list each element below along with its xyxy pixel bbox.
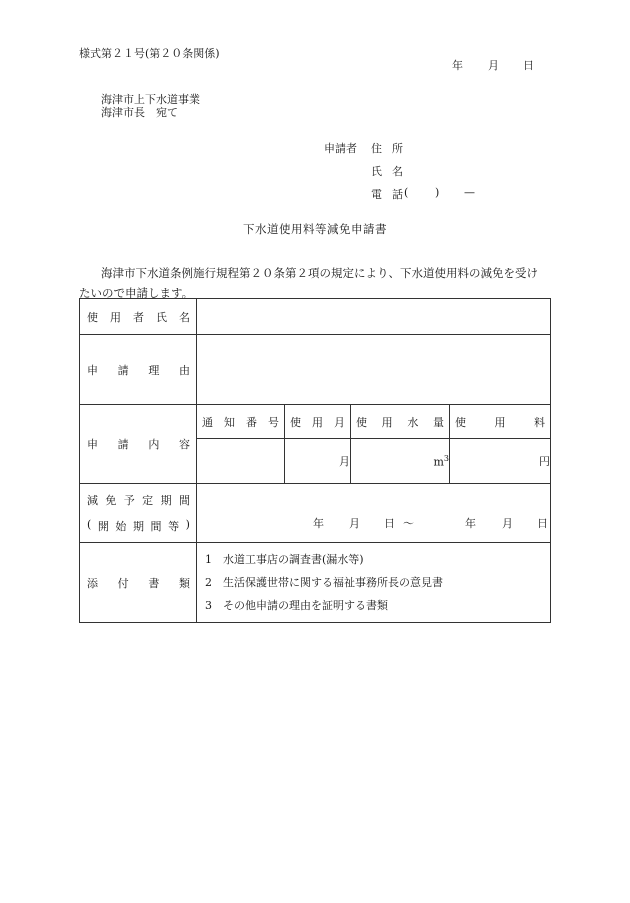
month-char: 使	[290, 415, 301, 429]
body-line1: 海津市下水道条例施行規程第２０条第２項の規定により、下水道使用料の減免を受け	[101, 266, 538, 280]
body-text	[79, 263, 559, 303]
user-name-label-cell	[80, 299, 197, 335]
address-label-1: 住	[371, 142, 382, 155]
phone-dash: —	[464, 186, 475, 199]
usage-month-header	[285, 405, 351, 439]
period-sub-char: 等	[168, 520, 180, 533]
period-sub-char: 間	[150, 520, 162, 533]
date-month-label: 月	[488, 59, 499, 72]
period-char: 減	[87, 494, 98, 507]
date-day-label: 日	[523, 59, 534, 72]
user-name-input-cell[interactable]	[197, 299, 551, 335]
attachments-cell	[197, 543, 551, 623]
user-name-char: 用	[110, 310, 121, 324]
attach-char: 添	[87, 576, 98, 590]
period-tilde: ～	[403, 517, 414, 530]
date-year-label: 年	[452, 59, 463, 72]
attachment-item: 1 水道工事店の調査書(漏水等)	[205, 553, 364, 566]
attachment-item: 3 その他申請の理由を証明する書類	[205, 599, 388, 612]
attach-char: 書	[148, 576, 160, 590]
user-name-char: 者	[133, 310, 144, 324]
period-sub-char: )	[185, 518, 190, 531]
phone-paren-open: (	[404, 186, 409, 199]
notice-char: 知	[224, 415, 235, 429]
period-char: 定	[142, 494, 154, 507]
applicant-label: 申請者	[324, 142, 357, 155]
volume-char: 量	[432, 415, 444, 429]
period-start-day: 日	[384, 517, 395, 530]
notice-number-header	[197, 405, 285, 439]
period-input-cell[interactable]	[197, 484, 551, 543]
user-name-char: 使	[87, 310, 98, 324]
user-name-char: 氏	[156, 310, 167, 324]
unit-month: 月	[339, 455, 350, 468]
attach-char: 付	[117, 576, 129, 590]
name-label-2: 名	[392, 165, 403, 178]
period-sub-char: 期	[132, 520, 144, 533]
fee-input[interactable]	[450, 439, 551, 484]
addressee-line2: 海津市長 宛て	[101, 106, 178, 119]
name-label-1: 氏	[371, 165, 382, 178]
unit-volume: m	[433, 455, 444, 469]
period-sub-char: (	[87, 518, 92, 531]
unit-yen: 円	[539, 455, 550, 468]
fee-header	[450, 405, 551, 439]
usage-month-input[interactable]	[285, 439, 351, 484]
reason-char: 由	[178, 363, 190, 377]
form-number: 様式第２１号(第２０条関係)	[79, 47, 220, 60]
content-char: 内	[148, 438, 160, 451]
period-char: 免	[105, 494, 117, 507]
water-volume-header	[351, 405, 450, 439]
fee-char: 使	[455, 415, 466, 429]
fee-char: 料	[534, 415, 545, 429]
reason-char: 申	[87, 363, 98, 377]
month-char: 用	[312, 415, 323, 429]
content-char: 請	[117, 438, 129, 451]
period-char: 予	[123, 494, 135, 507]
notice-char: 通	[202, 415, 213, 429]
period-label-cell	[80, 484, 197, 543]
period-start-year: 年	[313, 517, 324, 530]
body-line2: たいので申請します。	[79, 286, 194, 300]
attach-char: 類	[178, 576, 190, 590]
reason-char: 理	[148, 363, 160, 377]
phone-paren-close: )	[435, 186, 440, 199]
attach-label-cell	[80, 543, 197, 623]
document-title: 下水道使用料等減免申請書	[243, 222, 387, 236]
volume-char: 使	[356, 415, 367, 429]
notice-char: 番	[246, 415, 257, 429]
volume-char: 用	[381, 415, 393, 429]
period-start-month: 月	[349, 517, 360, 530]
content-char: 容	[178, 438, 190, 451]
address-label-2: 所	[392, 142, 403, 155]
period-end-day: 日	[537, 517, 548, 530]
reason-label-cell	[80, 335, 197, 405]
notice-char: 号	[268, 415, 279, 429]
reason-input-cell[interactable]	[197, 335, 551, 405]
content-char: 申	[87, 438, 98, 451]
unit-volume-sup: 3	[443, 453, 449, 463]
volume-char: 水	[407, 415, 419, 429]
period-char: 間	[178, 494, 190, 507]
period-sub-char: 始	[115, 520, 127, 533]
reason-char: 請	[117, 363, 129, 377]
month-char: 月	[334, 415, 345, 429]
period-end-month: 月	[502, 517, 513, 530]
phone-label-1: 電	[371, 188, 382, 201]
user-name-char: 名	[179, 310, 190, 324]
period-end-year: 年	[465, 517, 476, 530]
attachment-item: 2 生活保護世帯に関する福祉事務所長の意見書	[205, 576, 443, 589]
water-volume-input[interactable]	[351, 439, 450, 484]
period-char: 期	[160, 494, 172, 507]
application-table	[79, 298, 551, 623]
phone-label-2: 話	[392, 188, 403, 201]
content-label-cell	[80, 405, 197, 484]
notice-number-input[interactable]	[197, 439, 285, 484]
addressee-line1: 海津市上下水道事業	[101, 93, 200, 106]
fee-char: 用	[494, 415, 506, 429]
addressee	[101, 93, 200, 119]
period-sub-char: 開	[97, 520, 109, 533]
